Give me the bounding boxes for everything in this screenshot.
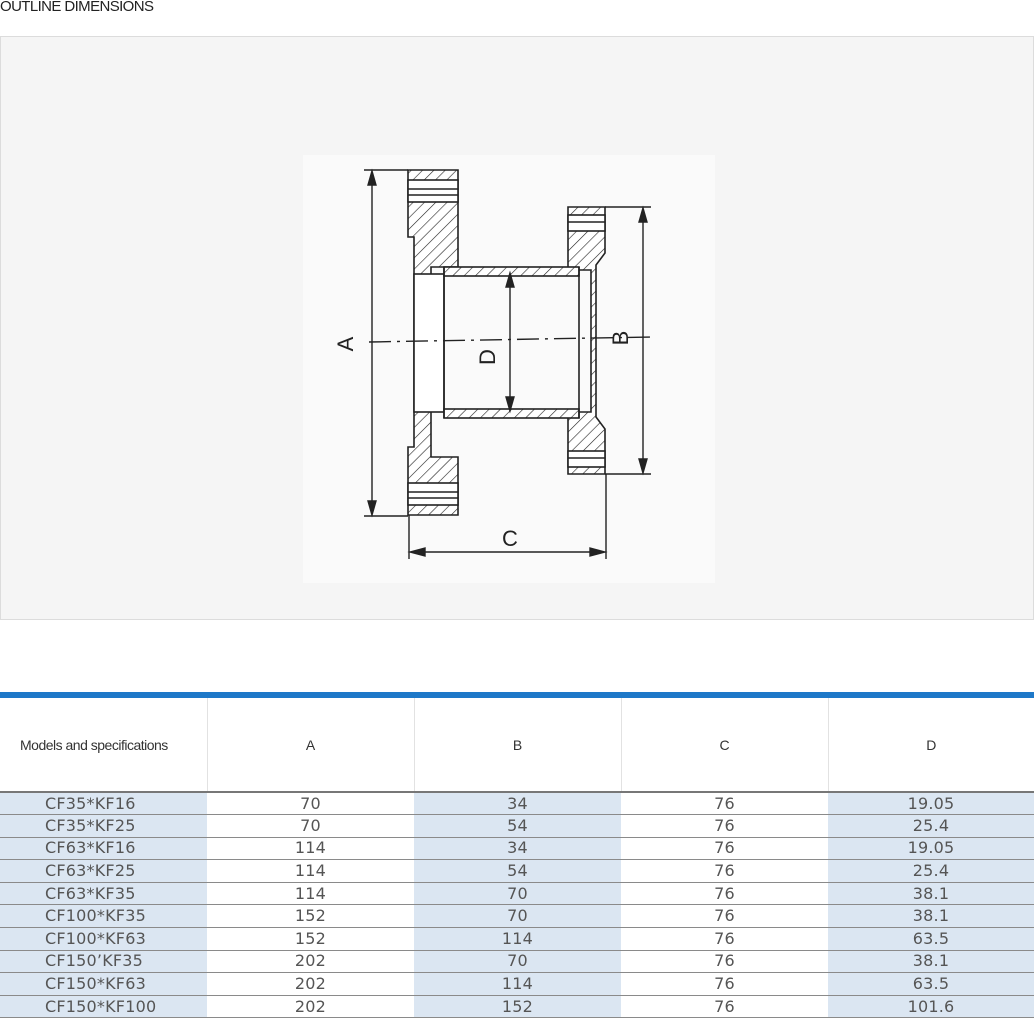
d-cell: 25.4 [828, 815, 1034, 838]
a-cell: 70 [207, 792, 414, 815]
table-row [0, 995, 1034, 1018]
a-cell: 114 [207, 882, 414, 905]
model-cell: CF35*KF16 [0, 792, 207, 815]
header-c: C [621, 695, 828, 792]
model-cell: CF35*KF25 [0, 815, 207, 838]
table-row [0, 950, 1034, 973]
outline-drawing-panel [0, 36, 1034, 620]
a-cell: 202 [207, 995, 414, 1018]
c-cell: 76 [621, 815, 828, 838]
model-cell: CF100*KF35 [0, 905, 207, 928]
b-cell: 70 [414, 882, 621, 905]
d-cell: 63.5 [828, 928, 1034, 951]
c-cell: 76 [621, 995, 828, 1018]
d-cell: 19.05 [828, 792, 1034, 815]
table-row [0, 837, 1034, 860]
a-cell: 152 [207, 928, 414, 951]
b-cell: 114 [414, 973, 621, 996]
header-d: D [828, 695, 1034, 792]
b-cell: 34 [414, 792, 621, 815]
header-b: B [414, 695, 621, 792]
b-cell: 70 [414, 950, 621, 973]
a-cell: 114 [207, 837, 414, 860]
c-cell: 76 [621, 860, 828, 883]
d-cell: 19.05 [828, 837, 1034, 860]
table-row [0, 815, 1034, 838]
model-cell: CF63*KF16 [0, 837, 207, 860]
model-cell: CF150*KF100 [0, 995, 207, 1018]
c-cell: 76 [621, 950, 828, 973]
c-cell: 76 [621, 905, 828, 928]
table-row [0, 860, 1034, 883]
a-cell: 114 [207, 860, 414, 883]
c-cell: 76 [621, 792, 828, 815]
d-cell: 38.1 [828, 905, 1034, 928]
d-cell: 38.1 [828, 950, 1034, 973]
dim-d-label: D [475, 349, 500, 365]
table-body [0, 792, 1034, 1018]
dim-b-label: B [608, 330, 633, 346]
model-cell: CF150’KF35 [0, 950, 207, 973]
table-row [0, 792, 1034, 815]
a-cell: 152 [207, 905, 414, 928]
dim-a-label: A [333, 336, 358, 352]
table-header-row [0, 695, 1034, 792]
b-cell: 152 [414, 995, 621, 1018]
b-cell: 114 [414, 928, 621, 951]
a-cell: 70 [207, 815, 414, 838]
specifications-table [0, 692, 1034, 1018]
c-cell: 76 [621, 882, 828, 905]
header-a: A [207, 695, 414, 792]
d-cell: 101.6 [828, 995, 1034, 1018]
dim-c-label: C [502, 526, 518, 551]
c-cell: 76 [621, 973, 828, 996]
table-row [0, 973, 1034, 996]
outline-drawing [301, 147, 721, 587]
section-title: OUTLINE DIMENSIONS [0, 0, 154, 15]
a-cell: 202 [207, 973, 414, 996]
c-cell: 76 [621, 928, 828, 951]
d-cell: 38.1 [828, 882, 1034, 905]
c-cell: 76 [621, 837, 828, 860]
model-cell: CF150*KF63 [0, 973, 207, 996]
model-cell: CF100*KF63 [0, 928, 207, 951]
table-row [0, 882, 1034, 905]
model-cell: CF63*KF25 [0, 860, 207, 883]
drawing-paper [303, 155, 715, 583]
b-cell: 54 [414, 815, 621, 838]
table-row [0, 928, 1034, 951]
a-cell: 202 [207, 950, 414, 973]
model-cell: CF63*KF35 [0, 882, 207, 905]
b-cell: 54 [414, 860, 621, 883]
d-cell: 63.5 [828, 973, 1034, 996]
table-row [0, 905, 1034, 928]
header-models: Models and specifications [0, 695, 207, 792]
d-cell: 25.4 [828, 860, 1034, 883]
b-cell: 34 [414, 837, 621, 860]
b-cell: 70 [414, 905, 621, 928]
